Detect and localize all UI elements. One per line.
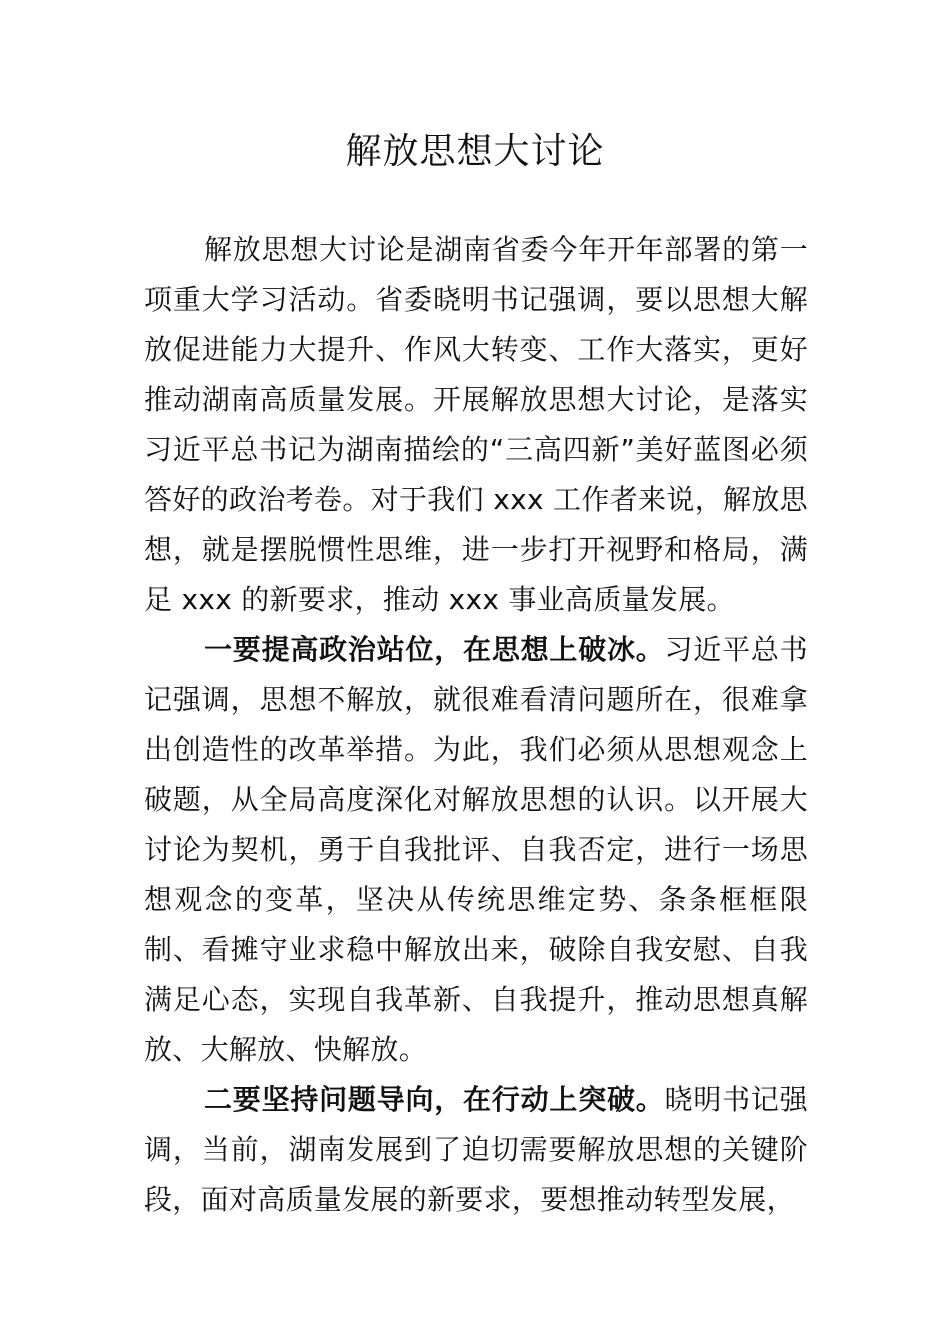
paragraph-lead: 二要坚持问题导向，在行动上突破。 — [204, 1083, 665, 1116]
paragraph-text: 习近平总书记强调，思想不解放，就很难看清问题所在，很难拿出创造性的改革举措。为此，我们必须从思想观念上破题，从全局高度深化对解放思想的认识。以开展大讨论为契机，勇于自我批评、自我否定，进行一场思想观念的变革，坚决从传统思维定势、条条框框限制、看摊守业求稳中解放出来，破除自我安慰、自我满足心态，实现自我革新、自我提升，推动思想真解放、大解放、快解放。 — [144, 633, 808, 1066]
paragraph-lead: 一要提高政治站位，在思想上破冰。 — [204, 633, 665, 666]
paragraph-point-one — [144, 625, 808, 1075]
paragraph-point-two — [144, 1075, 808, 1225]
document-title: 解放思想大讨论 — [345, 131, 605, 172]
paragraph-text: 晓明书记强调，当前，湖南发展到了迫切需要解放思想的关键阶段，面对高质量发展的新要求，要想推动转型发展， — [144, 1083, 808, 1216]
document-body — [144, 225, 808, 1225]
paragraph-intro — [144, 225, 808, 625]
paragraph-text: 解放思想大讨论是湖南省委今年开年部署的第一项重大学习活动。省委晓明书记强调，要以思想大解放促进能力大提升、作风大转变、工作大落实，更好推动湖南高质量发展。开展解放思想大讨论，是落实习近平总书记为湖南描绘的“三高四新”美好蓝图必须答好的政治考卷。对于我们 xxx 工作者来说，解放思想，就是摆脱惯性思维，进一步打开视野和格局，满足 xxx 的新要求，推动 xxx 事业高质量发展。 — [144, 233, 808, 616]
